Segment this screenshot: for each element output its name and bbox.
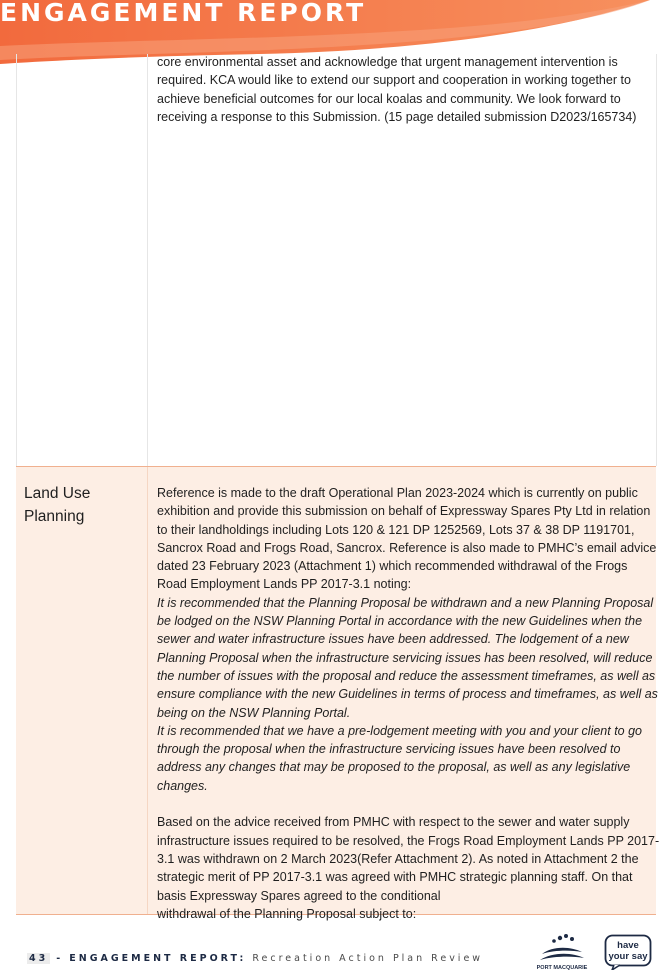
topic-label: Land Use Planning	[24, 485, 91, 525]
footer-separator: -	[56, 953, 64, 964]
council-logo-icon	[530, 932, 594, 970]
column-divider	[147, 54, 148, 466]
report-title: ENGAGEMENT REPORT	[0, 0, 367, 27]
footer-doc-title: Recreation Action Plan Review	[252, 953, 484, 964]
svg-text:your say: your say	[608, 951, 648, 962]
footer-caption	[27, 953, 483, 964]
have-your-say-logo	[604, 934, 652, 970]
submission-text-land-use: Reference is made to the draft Operational Plan 2023-2024 which is currently on public exhibition and provide this submission on behalf of Expressway Spares Pty Ltd in relation to their landholdings including Lots 120 & 121 DP 1252569, Lots 37 & 38 DP 1191701, Sancrox Road and Frogs Road, Sancrox. Reference is also made to PMHC’s email advice dated 23 February 2023 (Attachment 1) which recommended withdrawal of the Frogs Road Employment Lands PP 2017-3.1 noting: It is recommended that the Planning Proposal be withdrawn and a new Planning Proposal be lodged on the NSW Planning Portal in accordance with the new Guidelines when the sewer and water infrastructure issues have been addressed. The lodgement of a new Planning Proposal when the infrastructure servicing issues has been resolved, will reduce the number of issues with the proposal and reduce the assessment timeframes, as well as ensure compliance with the new Guidelines in terms of process and timeframes, as well as being on the NSW Planning Portal. It is recommended that we have a pre-lodgement meeting with you and your client to go through the proposal when the infrastructure servicing issues have been resolved to address any changes that may be proposed to the proposal, as well as any legislative changes. Based on the advice received from PMHC with respect to the sewer and water supply infrastructure issues required to be resolved, the Frogs Road Employment Lands PP 2017- 3.1 was withdrawn on 2 March 2023(Refer Attachment 2). As noted in Attachment 2 the strategic merit of PP 2017-3.1 was agreed with PMHC strategic planning staff. On that basis Expressway Spares agreed to the conditional withdrawal of the Planning Proposal subject to:	[157, 486, 660, 921]
submission-text-koala: core environmental asset and acknowledge that urgent management intervention is required. KCA would like to extend our support and cooperation in working together to achieve beneficial outcomes for our local koalas and community. We look forward to receiving a response to this Submission. (15 page detailed submission D2023/165734)	[157, 55, 637, 124]
council-logo	[530, 932, 594, 970]
page-number: 43	[29, 953, 49, 964]
footer-report-label: ENGAGEMENT REPORT:	[69, 953, 247, 964]
council-logo-text: PORT MACQUARIE	[536, 965, 588, 970]
svg-text:have: have	[617, 940, 639, 951]
speech-bubble-icon	[604, 934, 652, 970]
column-divider	[147, 467, 148, 914]
